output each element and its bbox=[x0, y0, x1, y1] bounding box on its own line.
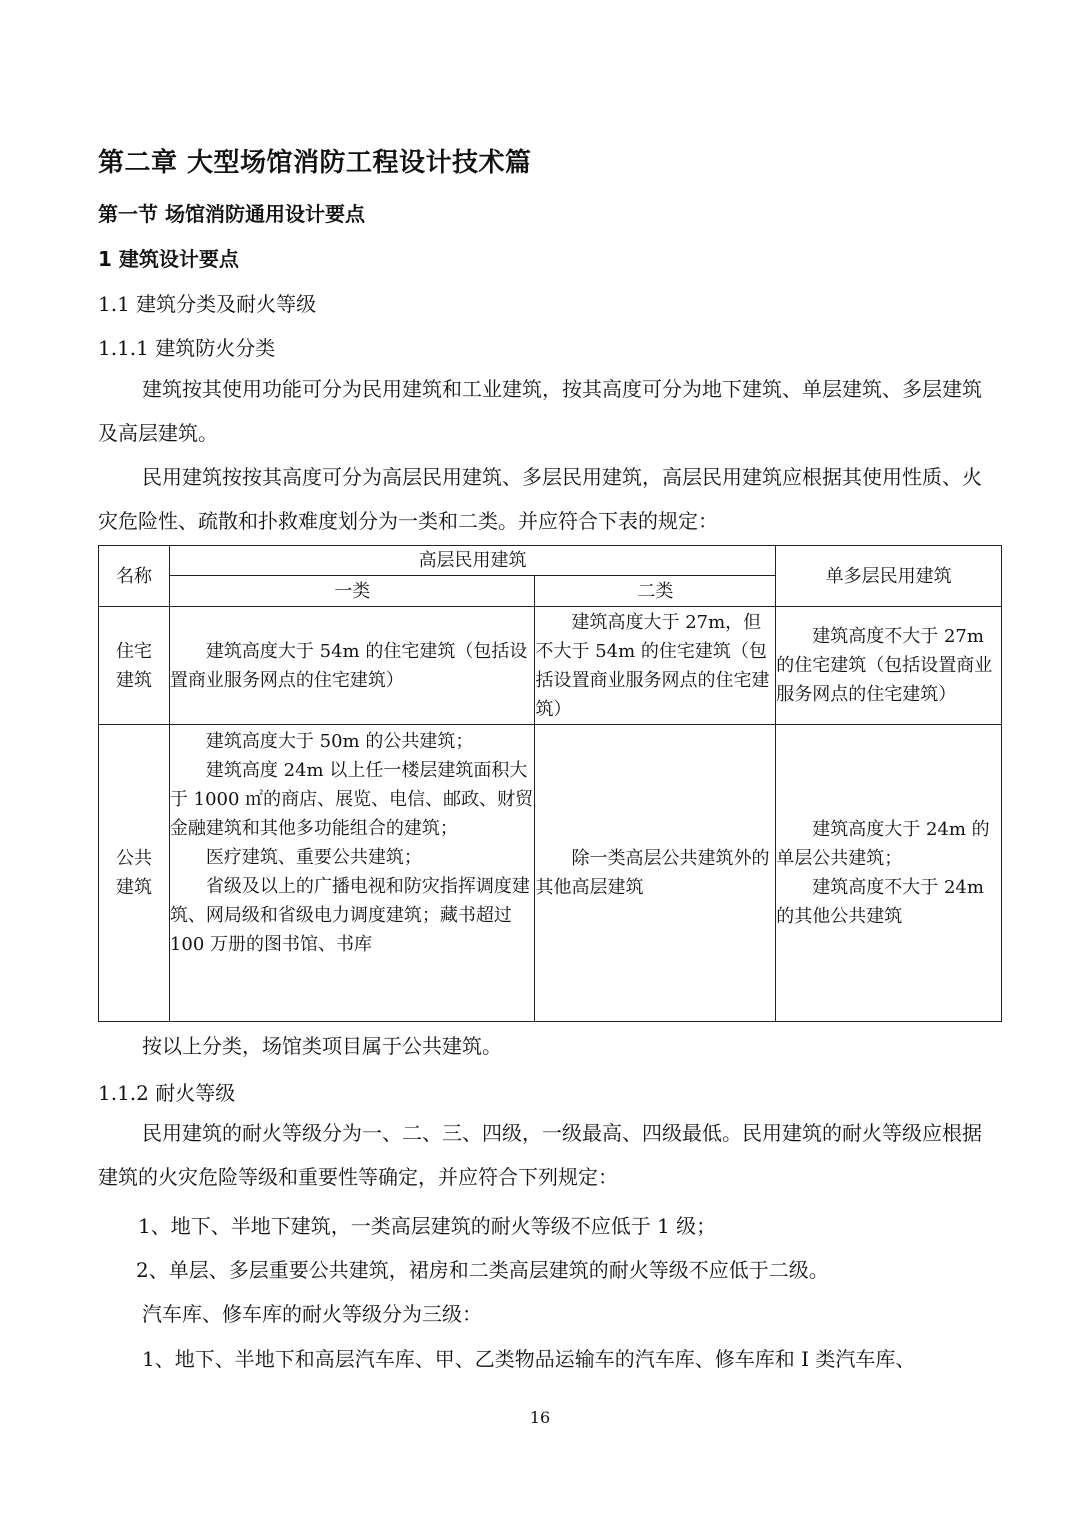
list-item-garage-1: 1、地下、半地下和高层汽车库、甲、乙类物品运输车的汽车库、修车库和 I 类汽车库、 bbox=[142, 1347, 916, 1371]
paragraph-garage: 汽车库、修车库的耐火等级分为三级： bbox=[142, 1302, 482, 1326]
paragraph-fire-resistance: 民用建筑的耐火等级分为一、二、三、四级，一级最高、四级最低。民用建筑的耐火等级应根据建筑的火灾危险等级和重要性等确定，并应符合下列规定： bbox=[98, 1121, 982, 1189]
table-row-public bbox=[99, 725, 1002, 1022]
subsection-title: 1 建筑设计要点 bbox=[98, 247, 239, 271]
row-name-public: 公共 建筑 bbox=[99, 725, 170, 1022]
chapter-title: 第二章 大型场馆消防工程设计技术篇 bbox=[98, 148, 532, 178]
row-name-residential: 住宅 建筑 bbox=[99, 607, 170, 725]
table-row-residential bbox=[99, 607, 1002, 725]
header-class-2: 二类 bbox=[535, 576, 776, 607]
page-number: 16 bbox=[529, 1408, 551, 1427]
paragraph-civil-classification: 民用建筑按按其高度可分为高层民用建筑、多层民用建筑，高层民用建筑应根据其使用性质、火灾危险性、疏散和扑救难度划分为一类和二类。并应符合下表的规定： bbox=[98, 465, 982, 533]
heading-1-1-2: 1.1.2 耐火等级 bbox=[98, 1081, 236, 1105]
residential-class-1: 建筑高度大于 54m 的住宅建筑（包括设置商业服务网点的住宅建筑） bbox=[169, 607, 535, 725]
header-name: 名称 bbox=[99, 546, 170, 607]
section-title: 第一节 场馆消防通用设计要点 bbox=[98, 202, 365, 226]
heading-1-1-1: 1.1.1 建筑防火分类 bbox=[98, 336, 276, 360]
header-single-multi: 单多层民用建筑 bbox=[776, 546, 1002, 607]
header-class-1: 一类 bbox=[169, 576, 535, 607]
header-high-rise: 高层民用建筑 bbox=[169, 546, 775, 576]
paragraph-venue-classification: 按以上分类，场馆类项目属于公共建筑。 bbox=[142, 1034, 502, 1058]
public-single-multi: 建筑高度大于 24m 的单层公共建筑； 建筑高度不大于 24m 的其他公共建筑 bbox=[776, 725, 1002, 1022]
public-class-2: 除一类高层公共建筑外的其他高层建筑 bbox=[535, 725, 776, 1022]
public-class-1: 建筑高度大于 50m 的公共建筑； 建筑高度 24m 以上任一楼层建筑面积大于 1000 ㎡的商店、展览、电信、邮政、财贸金融建筑和其他多功能组合的建筑； 医疗建筑、重要公共建筑； 省级及以上的广播电视和防灾指挥调度建筑、网局级和省级电力调度建筑；藏书超过 100 万册的图书馆、书库 bbox=[169, 725, 535, 1022]
paragraph-building-types: 建筑按其使用功能可分为民用建筑和工业建筑，按其高度可分为地下建筑、单层建筑、多层建筑及高层建筑。 bbox=[98, 377, 982, 445]
list-item-2: 2、单层、多层重要公共建筑，裙房和二类高层建筑的耐火等级不应低于二级。 bbox=[136, 1258, 829, 1282]
heading-1-1: 1.1 建筑分类及耐火等级 bbox=[98, 292, 317, 316]
residential-class-2: 建筑高度大于 27m，但不大于 54m 的住宅建筑（包括设置商业服务网点的住宅建筑） bbox=[535, 607, 776, 725]
list-item-1: 1、地下、半地下建筑，一类高层建筑的耐火等级不应低于 1 级； bbox=[138, 1214, 717, 1238]
residential-single-multi: 建筑高度不大于 27m 的住宅建筑（包括设置商业服务网点的住宅建筑） bbox=[776, 607, 1002, 725]
fire-classification-table bbox=[98, 545, 1002, 1022]
